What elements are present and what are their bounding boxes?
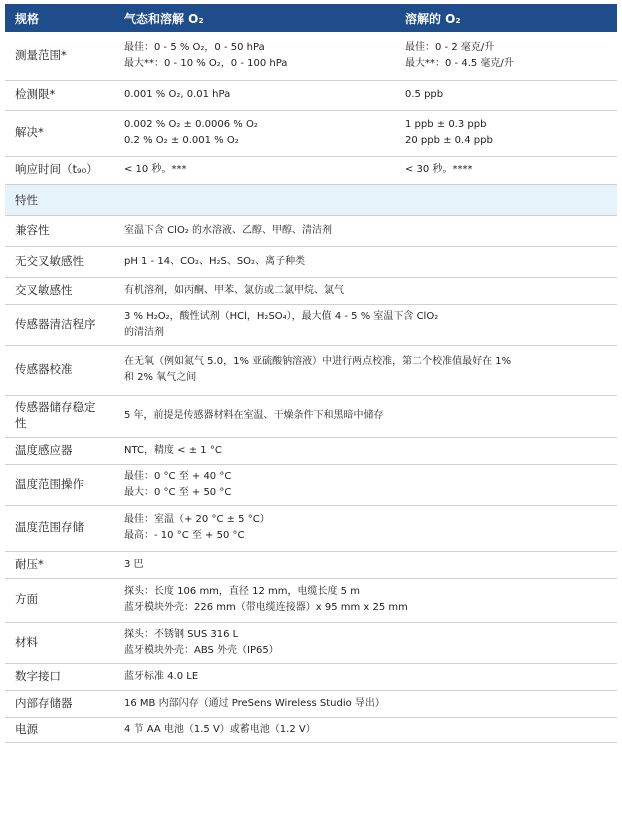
- property-value-line: 4 节 AA 电池（1.5 V）或蓄电池（1.2 V）: [124, 723, 316, 735]
- table-row: [5, 437, 617, 464]
- property-value: [114, 304, 617, 345]
- property-value: [114, 663, 617, 690]
- table-row: [5, 80, 617, 110]
- row-label: 检测限*: [5, 80, 114, 110]
- property-value: [114, 345, 617, 395]
- property-value-line: 16 MB 内部闪存（通过 PreSens Wireless Studio 导出）: [124, 697, 385, 709]
- gas-value-line: < 10 秒。***: [124, 164, 187, 175]
- row-label: 传感器储存稳定性: [5, 395, 114, 437]
- table-row: [5, 304, 617, 345]
- property-value-line: 5 年，前提是传感器材料在室温、干燥条件下和黑暗中储存: [124, 410, 384, 421]
- property-value: [114, 464, 617, 505]
- dissolved-value-line: 20 ppb ± 0.4 ppb: [405, 135, 493, 146]
- property-value: [114, 551, 617, 578]
- table-row: [5, 32, 617, 80]
- row-label: 方面: [5, 578, 114, 622]
- dissolved-value: [395, 156, 617, 184]
- table-row: [5, 395, 617, 437]
- header-gas: 气态和溶解 O₂: [114, 4, 395, 32]
- property-value: [114, 717, 617, 742]
- property-value: [114, 505, 617, 551]
- table-body-bottom: [5, 215, 617, 742]
- property-value: [114, 215, 617, 246]
- property-value-line: 最佳：室温（+ 20 °C ± 5 °C）: [124, 514, 270, 525]
- property-value-line: 有机溶剂，如丙酮、甲苯、氯仿或二氯甲烷、氯气: [124, 284, 344, 296]
- dissolved-value-line: 0.5 ppb: [405, 89, 444, 100]
- property-value-line: 和 2% 氧气之间: [124, 372, 197, 383]
- table-row: [5, 277, 617, 304]
- table-row: [5, 110, 617, 156]
- gas-value-line: 最大**：0 - 10 % O₂，0 - 100 hPa: [124, 57, 288, 69]
- dissolved-value: [395, 110, 617, 156]
- row-label: 传感器清洁程序: [5, 304, 114, 345]
- gas-value-line: 0.2 % O₂ ± 0.001 % O₂: [124, 135, 239, 146]
- dissolved-value-line: 最佳：0 - 2 毫克/升: [405, 41, 495, 53]
- gas-value-line: 0.001 % O₂, 0.01 hPa: [124, 89, 231, 100]
- gas-value-line: 最佳：0 - 5 % O₂，0 - 50 hPa: [124, 41, 265, 53]
- table-header: [5, 4, 617, 32]
- table-row: [5, 717, 617, 742]
- property-value: [114, 690, 617, 717]
- property-value-line: 最高：- 10 °C 至 + 50 °C: [124, 530, 245, 541]
- row-label: 温度范围存储: [5, 505, 114, 551]
- row-label: 内部存储器: [5, 690, 114, 717]
- table-row: [5, 156, 617, 184]
- row-label: 交叉敏感性: [5, 277, 114, 304]
- gas-value: [114, 156, 395, 184]
- property-value-line: 最大：0 °C 至 + 50 °C: [124, 486, 232, 498]
- property-value-line: 的清洁剂: [124, 326, 164, 338]
- row-label: 材料: [5, 622, 114, 663]
- row-label: 无交叉敏感性: [5, 246, 114, 277]
- dissolved-value-line: 1 ppb ± 0.3 ppb: [405, 119, 487, 130]
- dissolved-value: [395, 80, 617, 110]
- property-value-line: pH 1 - 14、CO₂、H₂S、SO₂、离子种类: [124, 255, 306, 267]
- property-value-line: 探头：长度 106 mm，直径 12 mm，电缆长度 5 m: [124, 586, 360, 597]
- dissolved-value-line: < 30 秒。****: [405, 164, 473, 175]
- table-row: [5, 215, 617, 246]
- row-label: 温度感应器: [5, 437, 114, 464]
- row-label: 耐压*: [5, 551, 114, 578]
- table-row: [5, 690, 617, 717]
- property-value-line: 最佳：0 °C 至 + 40 °C: [124, 470, 232, 482]
- gas-value-line: 0.002 % O₂ ± 0.0006 % O₂: [124, 119, 258, 130]
- row-label: 解决*: [5, 110, 114, 156]
- table-row: [5, 551, 617, 578]
- table-body-top: [5, 32, 617, 184]
- property-value-line: 在无氧（例如氮气 5.0，1% 亚硫酸钠溶液）中进行两点校准，第二个校准值最好在 1%: [124, 356, 512, 367]
- table-row: [5, 578, 617, 622]
- row-label: 传感器校准: [5, 345, 114, 395]
- row-label: 数字接口: [5, 663, 114, 690]
- property-value-line: 蓝牙模块外壳：ABS 外壳（IP65）: [124, 644, 279, 656]
- gas-value: [114, 32, 395, 80]
- property-value: [114, 395, 617, 437]
- table-row: [5, 246, 617, 277]
- dissolved-value: [395, 32, 617, 80]
- property-value: [114, 578, 617, 622]
- section-row: [5, 184, 617, 215]
- gas-value: [114, 110, 395, 156]
- table-row: [5, 345, 617, 395]
- row-label: 电源: [5, 717, 114, 742]
- property-value: [114, 246, 617, 277]
- table-row: [5, 464, 617, 505]
- table-row: [5, 505, 617, 551]
- table-body-section: [5, 184, 617, 215]
- property-value-line: 室温下含 ClO₂ 的水溶液、乙醇、甲醇、清洁剂: [124, 224, 332, 236]
- row-label: 测量范围*: [5, 32, 114, 80]
- section-title: 特性: [5, 184, 617, 215]
- property-value-line: 蓝牙标准 4.0 LE: [124, 670, 199, 682]
- row-label: 温度范围操作: [5, 464, 114, 505]
- property-value-line: 3 % H₂O₂，酸性试剂（HCl，H₂SO₄），最大值 4 - 5 % 室温下含 ClO₂: [124, 310, 439, 322]
- table-row: [5, 663, 617, 690]
- header-dissolved: 溶解的 O₂: [395, 4, 617, 32]
- property-value-line: 蓝牙模块外壳：226 mm（带电缆连接器）x 95 mm x 25 mm: [124, 602, 408, 613]
- property-value: [114, 622, 617, 663]
- header-spec: 规格: [5, 4, 114, 32]
- property-value-line: 探头：不锈钢 SUS 316 L: [124, 628, 239, 640]
- property-value-line: 3 巴: [124, 558, 144, 570]
- row-label: 兼容性: [5, 215, 114, 246]
- row-label: 响应时间（t₉₀）: [5, 156, 114, 184]
- property-value-line: NTC，精度 < ± 1 °C: [124, 444, 222, 456]
- spec-table: [5, 4, 617, 743]
- property-value: [114, 437, 617, 464]
- table-row: [5, 622, 617, 663]
- property-value: [114, 277, 617, 304]
- gas-value: [114, 80, 395, 110]
- dissolved-value-line: 最大**：0 - 4.5 毫克/升: [405, 57, 514, 69]
